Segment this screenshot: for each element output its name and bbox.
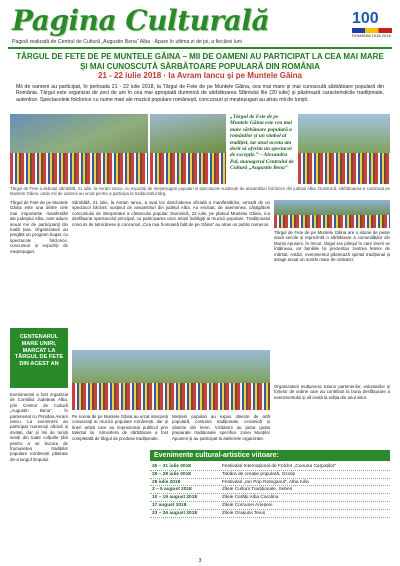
crowd-graphic: [72, 383, 270, 410]
event-date: 29 iulie 2018: [152, 479, 181, 485]
article-headline: [14, 52, 386, 81]
event-date: 26 – 28 iulie 2018: [152, 471, 191, 477]
event-name: Zilele Orașului Teiuș: [222, 510, 266, 516]
article-column-middle: Sâmbătă, 21 iulie, la Avram Iancu, a avut loc deschiderea oficială a manifestărilor, urmată de un spectacol folcloric susținut de ansambluri din județul Alba. Au evoluat, de asemenea, câștigătorii concursului de interpretare a cântecului popular. Duminică, 22 iulie, pe platoul Muntelui Găina, s-a desfășurat spectacolul principal, cu participarea unor artiști îndrăgiți ai muzicii populare. Tradiționalul concurs de tulnicărese și concursul „Cea mai frumoasă fată de pe Găina” au atras un public numeros.: [72, 200, 270, 227]
centenary-sidebar: CENTENARUL MARE UNIRI, MARCAT LA TÂRGUL DE FETE DIN ACEST AN: [10, 328, 68, 388]
masthead-title: Pagina Culturală: [12, 4, 270, 37]
centenary-logo: [352, 10, 392, 38]
photo-caption: Târgul de Fete a debutat sâmbătă, 21 iulie, la Avram Iancu, cu expoziții de meșteșugari populari și spectacole susținute de ansambluri folclorice din județul Alba. Duminică, sărbătoarea a continuat pe Muntele Găina, unde mii de oameni au urcat pentru a participa la tradiționalul târg.: [10, 186, 390, 197]
events-list: [150, 463, 390, 518]
event-name: Tabăra de creație populară, Ocoliș: [222, 471, 296, 477]
crowd-graphic: [150, 153, 226, 185]
festival-photo-4: [274, 200, 390, 228]
event-row: [150, 479, 390, 487]
festival-photo-3: [298, 114, 390, 184]
event-row: [150, 494, 390, 502]
lead-paragraph: Mii de oameni au participat, în perioada 21 - 22 iulie 2018, la Târgul de Fete de pe Muntele Găina, cea mai mare și mai cunoscută sărbătoare populară din România. Târgul este organizat de zeci de ani în cea mai apropiată duminică de sărbătoarea Sfântului Ilie (20 iulie) și păstrează caracteristicile tradiționale, autentice. Spectacolele folclorice cu nume mari ale muzicii populare românești, concursuri și meșteșugari au atras mii de turiști.: [16, 84, 384, 103]
event-date: 17 august 2018: [152, 502, 187, 508]
event-date: 3 – 5 august 2018: [152, 487, 192, 493]
event-name: Zilele Culturii Tradiționale, Sebeș: [222, 487, 293, 493]
festival-photo-5: [72, 350, 270, 410]
event-date: 23 – 26 august 2018: [152, 510, 198, 516]
event-row: [150, 510, 390, 518]
upcoming-events-box: [150, 450, 390, 558]
headline-date: 21 - 22 iulie 2018 · la Avram Iancu și pe Muntele Găina: [98, 71, 302, 80]
event-row: [150, 502, 390, 510]
event-name: Zilele Comunei Arieșeni: [222, 502, 273, 508]
headline-line-2: ȘI MAI CUNOSCUTĂ SĂRBĂTOARE POPULARĂ DIN ROMÂNIA: [80, 61, 320, 71]
article-column-left-1: Târgul de Fete de pe Muntele Găina este una dintre cele mai importante manifestări ale județului Alba, care aduce anual mii de participanți din toată țara. Organizatorii au pregătit un program bogat, cu spectacole folclorice, concursuri și expoziții de meșteșugari.: [10, 200, 68, 254]
masthead: [8, 4, 392, 50]
pull-quote: „Târgul de Fete de pe Muntele Găina este cea mai mare sărbătoare populară a românilor și un simbol al tradiției, iar anul acesta am dorit să oferim un spectacol de excepție.” – Alexandru Pal, managerul Centrului de Cultură „Augustin Bena”: [230, 114, 294, 172]
event-row: [150, 463, 390, 471]
article-column-middle-b: Meșterii populari au expus obiecte de artă populară, costume tradiționale, ceramică și obiecte din lemn. Vizitatorii au putut gusta preparate tradiționale specifice zonei Munților Apuseni și au participat la atelierele organizate.: [172, 414, 270, 441]
events-heading: Evenimente cultural-artistice viitoare:: [150, 450, 390, 461]
event-row: [150, 486, 390, 494]
article-column-middle-a: Pe scena de pe Muntele Găina au urcat interpreți consacrați ai muzicii populare românești, dar și tineri artiști care au impresionat publicul prin talentul lor. Atmosfera de sărbătoare a fost completată de târgul de produse tradiționale.: [72, 414, 168, 441]
masthead-divider: [8, 47, 392, 49]
crowd-graphic: [274, 215, 390, 228]
page-number: 3: [198, 558, 202, 564]
festival-photo-2: [150, 114, 226, 184]
article-column-right: Târgul de Fete de pe Muntele Găina are o istorie de peste două secole și reprezintă o sărbătoare a comunităților din Munții Apuseni. În trecut, târgul era prilejul în care tinerii se întâlneau, iar familiile își prezentau zestrea fetelor de măritat. Astăzi, evenimentul păstrează spiritul tradițional și atrage anual un număr mare de vizitatori.: [274, 230, 390, 263]
crowd-graphic: [10, 153, 148, 185]
crowd-graphic: [298, 153, 390, 185]
masthead-subtitle: Pagină realizată de Centrul de Cultură „Augustin Bena” Alba · Apare în ultima zi de joi, a fiecărei luni: [12, 39, 242, 45]
headline-line-1: TÂRGUL DE FETE DE PE MUNTELE GĂINA – MII DE OAMENI AU PARTICIPAT LA CEA MAI MARE: [16, 52, 384, 61]
event-row: [150, 471, 390, 479]
event-date: 26 – 31 iulie 2018: [152, 464, 191, 469]
centenary-logo-number: 100: [352, 10, 379, 27]
event-name: Festivalul „Ion Pop Reteganul”, Alba Iulia: [222, 479, 309, 485]
event-date: 10 – 19 august 2018: [152, 495, 198, 501]
article-column-right-2: Organizatorii mulțumesc tuturor partenerilor, voluntarilor și forțelor de ordine care au contribuit la buna desfășurare a evenimentului și vă invită la ediția din anul viitor.: [274, 384, 390, 400]
event-name: Zilele Cetății Alba Carolina: [222, 495, 279, 501]
article-column-left-2: Evenimentul a fost organizat de Consiliul Județean Alba, prin Centrul de Cultură „Augustin Bena”, în parteneriat cu Primăria Avram Iancu. La eveniment au participat numeroși oficiali și invitați, dar și mii de turiști veniți din toate colțurile țării pentru a se bucura de frumusețea tradițiilor populare românești păstrate de-a lungul timpului.: [10, 392, 68, 462]
event-name: Festivalul Internațional de Folclor „Cununa Carpaților”: [222, 464, 336, 469]
centenary-logo-text: ROMÂNIA 1918-2018: [352, 33, 391, 38]
festival-photo-1: [10, 114, 148, 184]
